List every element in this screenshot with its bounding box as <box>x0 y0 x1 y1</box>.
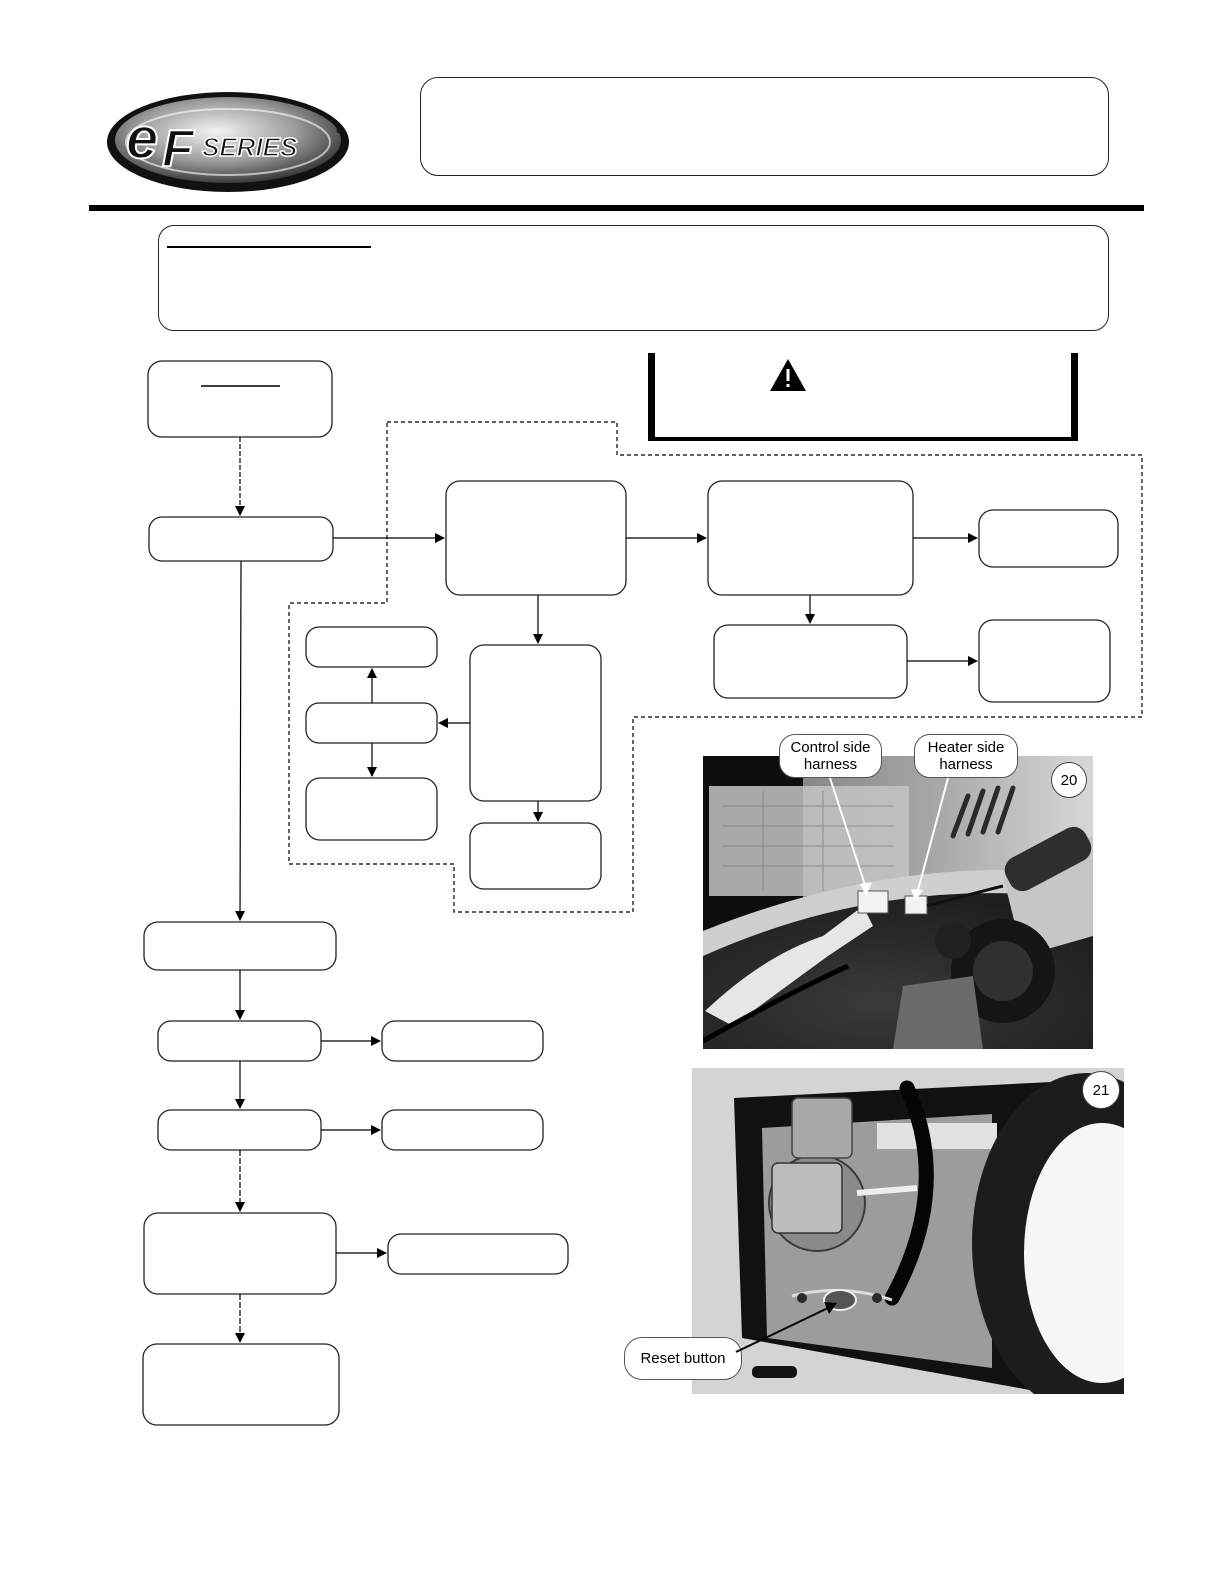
callout-reset-button: Reset button <box>624 1337 742 1380</box>
photo-21-number-badge: 21 <box>1082 1071 1120 1109</box>
logo-text: SERIES <box>202 132 298 162</box>
svg-text:e: e <box>126 106 159 171</box>
svg-text:F: F <box>162 120 194 178</box>
photo-20-number-badge: 20 <box>1051 762 1087 798</box>
callout-control-side-harness: Control side harness <box>779 734 882 778</box>
callout-heater-side-harness: Heater side harness <box>914 734 1018 778</box>
